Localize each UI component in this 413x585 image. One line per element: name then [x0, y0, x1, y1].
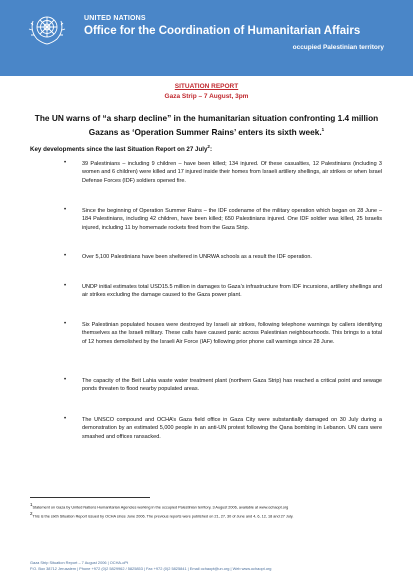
key-developments-text: Key developments since the last Situation Report on 27 July — [30, 146, 208, 154]
list-item-text: Over 5,100 Palestinians have been sheltered in UNRWA schools as a result the IDF operation. — [82, 254, 312, 260]
headline-footnote-mark: 1 — [321, 127, 325, 132]
footnote — [30, 511, 385, 520]
footnote-text: Statement on Gaza by United Nations Humanitarian Agencies working in the occupied Palestinian territory, 3 August 2006, available at www.ochaopt.org — [32, 505, 289, 510]
list-item-text: Since the beginning of Operation Summer Rains – the IDF codename of the military operation which began on 28 June – 184 Palestinians, including 42 children, have been killed; 650 Palestinians injured. One IDF soldier was killed, 25 Israelis injured, including 11 by homemade rockets fired from the Gaza Strip. — [82, 208, 382, 231]
bullet-icon: • — [64, 321, 67, 327]
footnote-mark: 1 — [30, 502, 33, 507]
footer-line: Gaza Strip Situation Report – 7 August 2006 | OCHA-oPt — [30, 560, 129, 565]
footnote — [30, 502, 385, 511]
bullet-icon: • — [64, 377, 67, 383]
footnotes — [30, 502, 385, 519]
key-developments-footnote-mark: 2 — [207, 144, 210, 149]
bullet-icon: • — [64, 283, 67, 289]
bullet-icon: • — [64, 160, 67, 166]
list-item-text: The UNSCO compound and OCHA’s Gaza field office in Gaza City were substantially damaged on 30 July during a demonstration by an estimated 5,000 people in an anti-UN protest following the Qana bombing in Lebanon. UN cars were smashed and offices ransacked. — [82, 417, 382, 440]
bullet-icon: • — [64, 416, 67, 422]
un-emblem-icon — [27, 11, 67, 47]
footer-contact-line: P.O. Box 38712 Jerusalem | Phone +972 (0)2 5829962 / 5825853 | Fax +972 (0)2 5825841 | Email ochaopt@un.org | Web www.ochaopt.org — [30, 566, 272, 572]
footnote-mark: 2 — [30, 510, 33, 516]
un-label: UNITED NATIONS — [84, 15, 146, 22]
report-subtitle: Gaza Strip – 7 August, 3pm — [164, 93, 249, 100]
footnote-divider — [30, 497, 150, 498]
report-title: SITUATION REPORT — [174, 83, 239, 90]
header-banner — [0, 0, 413, 76]
headline — [30, 113, 383, 138]
footnote-text: This is the sixth Situation Report issued by OCHA since June 2006. The previous reports were published on 21, 27, 30 of June and 4, 6, 12, 18 and 27 July. — [32, 513, 294, 518]
office-title: Office for the Coordination of Humanitarian Affairs — [84, 25, 361, 37]
list-item-text: UNDP initial estimates total USD15.5 million in damages to Gaza’s infrastructure from IDF incursions, artillery shellings and air strikes excluding the damage caused to the Gaza power plant. — [82, 284, 382, 299]
list-item-text: The capacity of the Beit Lahia waste water treatment plant (northern Gaza Strip) has reached a critical point and sewage ponds threaten to flood nearby populated areas. — [82, 378, 382, 393]
list-item-text: 39 Palestinians – including 9 children – have been killed; 134 injured. Of these casualties, 12 Palestinians (including 3 women and 6 children) were killed and 17 injured inside their homes from Israeli artillery shellings, air strikes or when Israel Defense Forces (IDF) soldiers opened fire. — [82, 161, 382, 184]
list-item-text: Six Palestinian populated houses were destroyed by Israeli air strikes, following telephone warnings by callers identifying themselves as the Israeli military. These calls have caused panic across Palestinian neighbourhoods. This brings to a total of 12 homes demolished by the Israeli Air Force (IAF) following prior phone call warnings since 28 June. — [82, 322, 382, 345]
bullet-icon: • — [64, 253, 67, 259]
territory-label: occupied Palestinian territory — [292, 44, 384, 51]
bullet-icon: • — [64, 207, 67, 213]
page-footer — [30, 560, 390, 572]
key-developments-heading: Key developments since the last Situation Report on 27 July$^2$: — [30, 144, 212, 154]
headline-text: The UN warns of “a sharp decline” in the humanitarian situation confronting 1.4 million Gazans as ‘Operation Summer Rains’ enters its sixth week. — [34, 113, 379, 137]
